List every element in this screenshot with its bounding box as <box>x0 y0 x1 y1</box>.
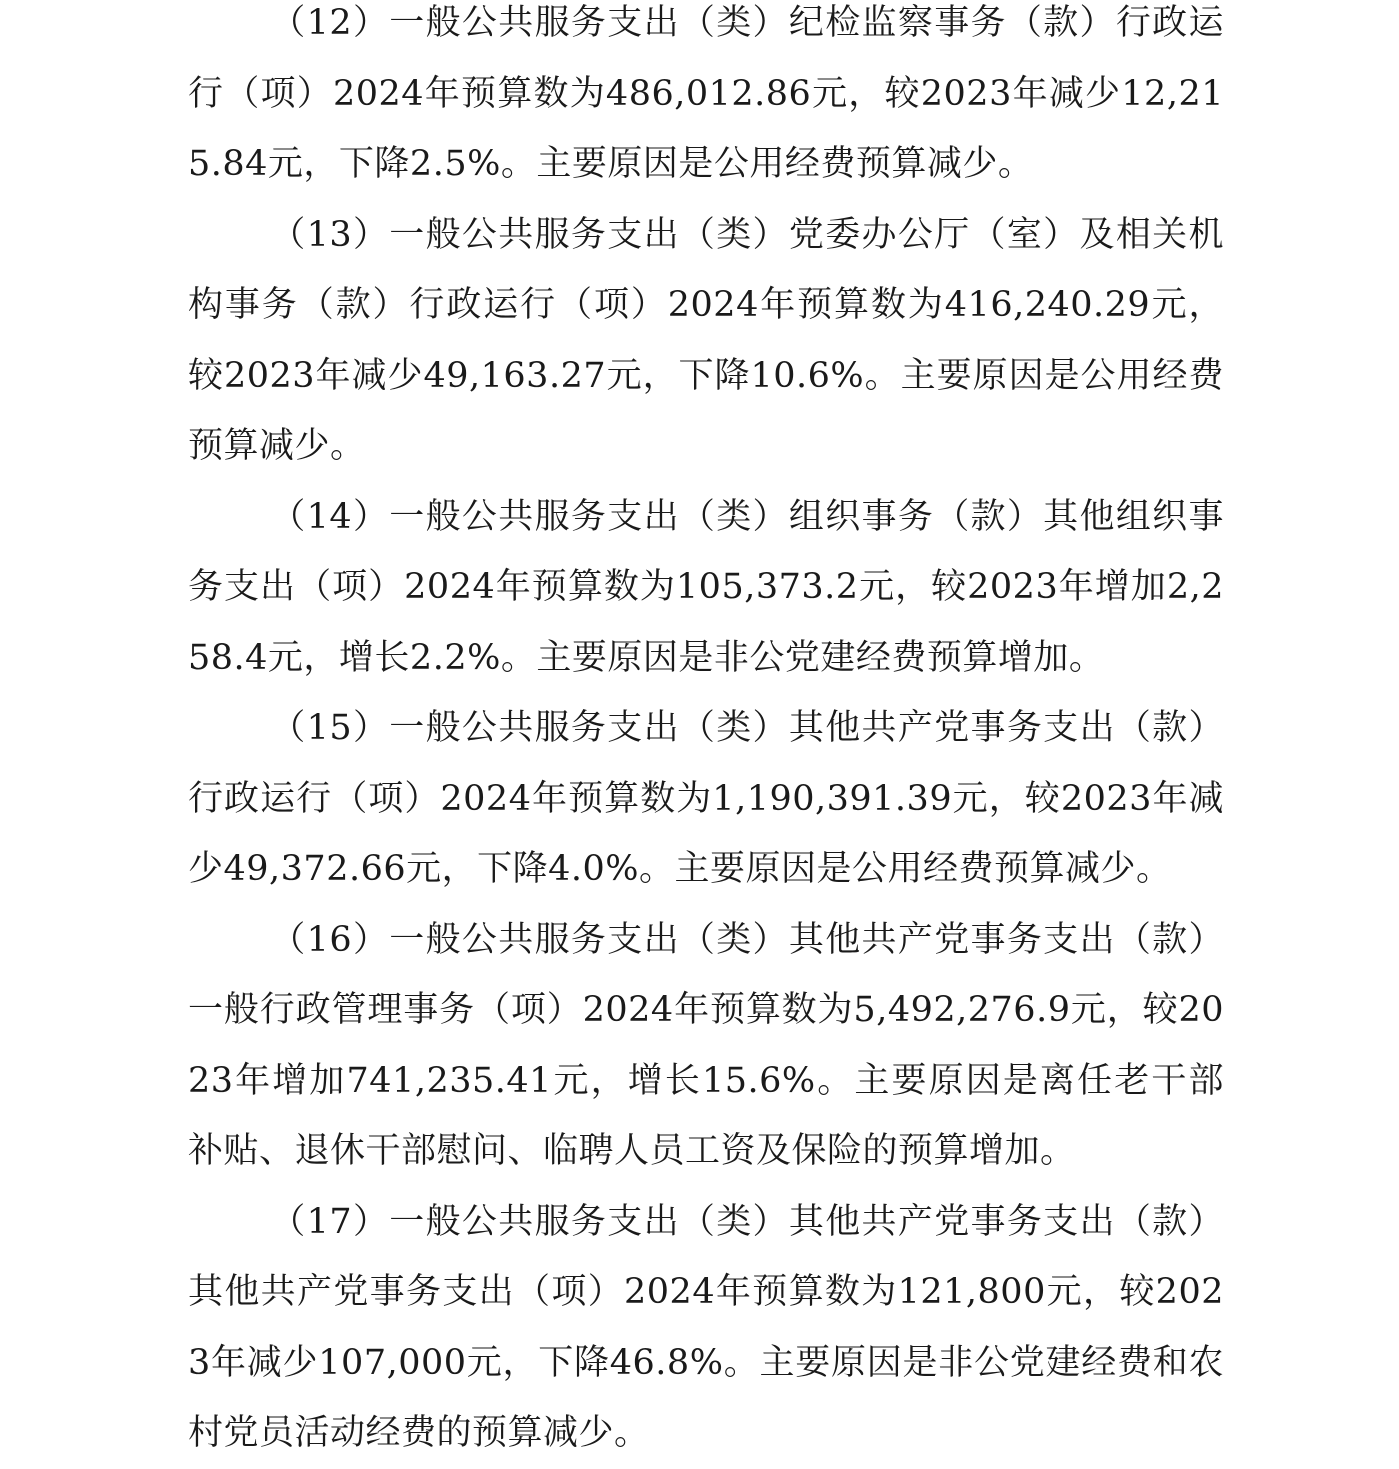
paragraph-item-17: （17）一般公共服务支出（类）其他共产党事务支出（款）其他共产党事务支出（项）2024年预算数为121,800元，较2023年减少107,000元，下降46.8%。主要原因是非公党建经费和农村党员活动经费的预算减少。 <box>188 1201 1224 1453</box>
document-body <box>188 0 1224 1469</box>
paragraph-item-16: （16）一般公共服务支出（类）其他共产党事务支出（款）一般行政管理事务（项）2024年预算数为5,492,276.9元，较2023年增加741,235.41元，增长15.6%。主要原因是离任老干部补贴、退休干部慰问、临聘人员工资及保险的预算增加。 <box>188 919 1224 1171</box>
paragraph-item-12: （12）一般公共服务支出（类）纪检监察事务（款）行政运行（项）2024年预算数为486,012.86元，较2023年减少12,215.84元，下降2.5%。主要原因是公用经费预算减少。 <box>188 3 1224 184</box>
paragraph-item-14: （14）一般公共服务支出（类）组织事务（款）其他组织事务支出（项）2024年预算数为105,373.2元，较2023年增加2,258.4元，增长2.2%。主要原因是非公党建经费预算增加。 <box>188 496 1224 678</box>
paragraph-item-13: （13）一般公共服务支出（类）党委办公厅（室）及相关机构事务（款）行政运行（项）2024年预算数为416,240.29元，较2023年减少49,163.27元，下降10.6%。主要原因是公用经费预算减少。 <box>188 214 1224 466</box>
paragraph-item-15: （15）一般公共服务支出（类）其他共产党事务支出（款）行政运行（项）2024年预算数为1,190,391.39元，较2023年减少49,372.66元，下降4.0%。主要原因是公用经费预算减少。 <box>188 708 1224 889</box>
